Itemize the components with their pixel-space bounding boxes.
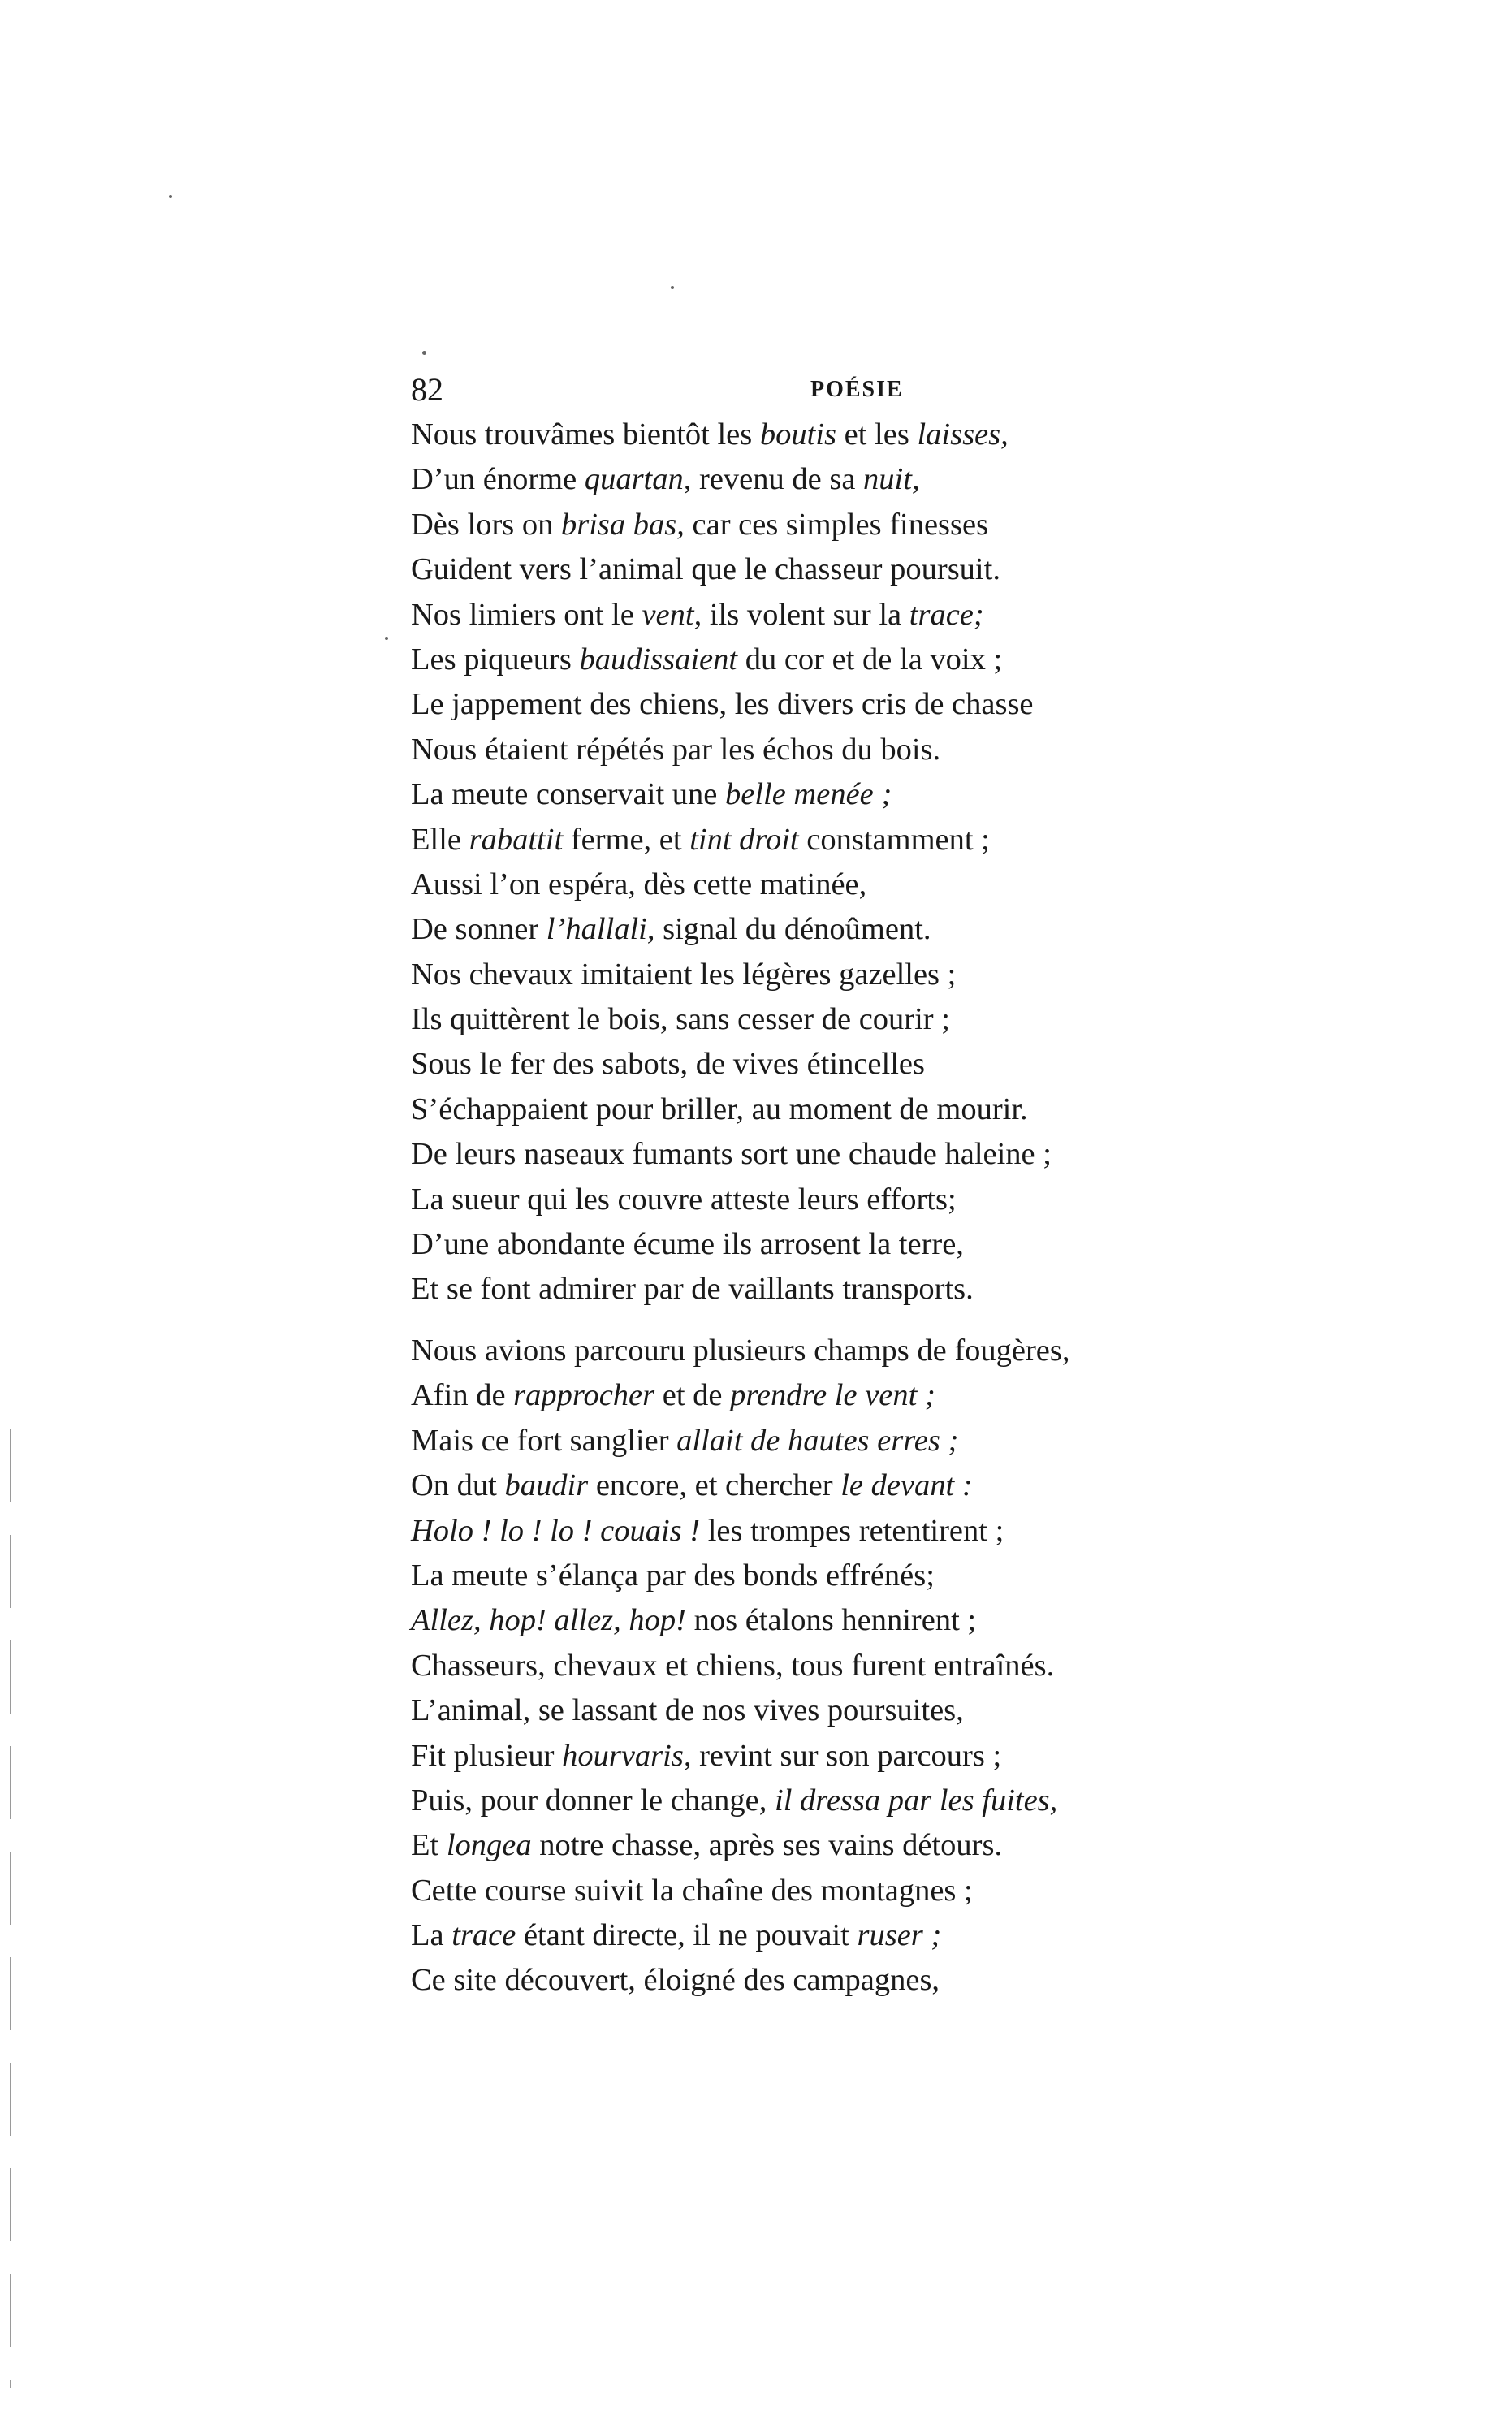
poem-line bbox=[411, 1509, 1239, 1554]
line-text: L’animal, se lassant de nos vives poursuites, bbox=[411, 1693, 964, 1728]
poem-line bbox=[411, 1823, 1239, 1868]
italic-term: il dressa par les fuites, bbox=[775, 1783, 1058, 1818]
poem-line bbox=[411, 593, 1239, 638]
italic-term: rabattit bbox=[469, 822, 564, 857]
poem-line bbox=[411, 1734, 1239, 1779]
line-text: Cette course suivit la chaîne des montagnes ; bbox=[411, 1873, 973, 1908]
italic-term: le devant : bbox=[840, 1468, 973, 1503]
italic-term: baudissaient bbox=[579, 642, 738, 676]
running-title: POÉSIE bbox=[810, 377, 904, 402]
poem-line bbox=[411, 1463, 1239, 1508]
line-text: La bbox=[411, 1918, 452, 1953]
poem-line bbox=[411, 1087, 1239, 1132]
line-text: Dès lors on bbox=[411, 507, 561, 542]
line-text: La sueur qui les couvre atteste leurs efforts; bbox=[411, 1182, 957, 1217]
italic-term: hourvaris, bbox=[562, 1738, 692, 1773]
poem-line bbox=[411, 1267, 1239, 1312]
italic-term: l’hallali, bbox=[546, 912, 655, 947]
ink-speck bbox=[385, 637, 388, 640]
line-text: revint sur son parcours ; bbox=[691, 1738, 1002, 1773]
ink-speck bbox=[422, 351, 426, 355]
poem-line bbox=[411, 907, 1239, 952]
line-text: La meute conservait une bbox=[411, 777, 725, 812]
line-text: Le jappement des chiens, les divers cris de chasse bbox=[411, 687, 1034, 722]
line-text: et de bbox=[654, 1378, 731, 1413]
line-text: D’une abondante écume ils arrosent la terre, bbox=[411, 1227, 964, 1262]
line-text: Sous le fer des sabots, de vives étincelles bbox=[411, 1047, 925, 1082]
line-text: D’un énorme bbox=[411, 462, 585, 497]
line-text: Nous trouvâmes bientôt les bbox=[411, 417, 760, 452]
poem-line bbox=[411, 772, 1239, 817]
italic-term: Allez, hop! allez, hop! bbox=[411, 1603, 686, 1638]
line-text: étant directe, il ne pouvait bbox=[516, 1918, 858, 1953]
poem-line bbox=[411, 457, 1239, 502]
page-header bbox=[411, 364, 1174, 416]
line-text: De leurs naseaux fumants sort une chaude haleine ; bbox=[411, 1137, 1052, 1172]
stanza-1 bbox=[411, 413, 1239, 1312]
line-text: Et bbox=[411, 1828, 447, 1863]
line-text: revenu de sa bbox=[691, 462, 864, 497]
line-text: du cor et de la voix ; bbox=[737, 642, 1003, 676]
line-text: Nous étaient répétés par les échos du bois. bbox=[411, 732, 941, 767]
line-text: S’échappaient pour briller, au moment de mourir. bbox=[411, 1091, 1028, 1126]
poem-line bbox=[411, 1373, 1239, 1418]
line-text: Les piqueurs bbox=[411, 642, 580, 676]
line-text: Elle bbox=[411, 822, 469, 857]
line-text: encore, et chercher bbox=[588, 1468, 841, 1503]
poem-line bbox=[411, 1419, 1239, 1463]
italic-term: boutis bbox=[759, 417, 836, 452]
line-text: Ils quittèrent le bois, sans cesser de courir ; bbox=[411, 1002, 950, 1037]
poem-line bbox=[411, 1644, 1239, 1688]
poem-line bbox=[411, 1869, 1239, 1913]
poem-line bbox=[411, 1958, 1239, 2003]
italic-term: quartan, bbox=[584, 462, 692, 497]
line-text: Afin de bbox=[411, 1378, 514, 1413]
line-text: Fit plusieur bbox=[411, 1738, 563, 1773]
italic-term: baudir bbox=[504, 1468, 589, 1503]
line-text: Et se font admirer par de vaillants transports. bbox=[411, 1272, 974, 1307]
line-text: Nos chevaux imitaient les légères gazelles ; bbox=[411, 957, 957, 992]
page-number: 82 bbox=[411, 371, 443, 408]
poem-line bbox=[411, 1688, 1239, 1733]
line-text: ils volent sur la bbox=[702, 597, 909, 632]
line-text: car ces simples finesses bbox=[684, 507, 989, 542]
poem-line bbox=[411, 682, 1239, 727]
ink-speck bbox=[671, 286, 674, 289]
line-text: les trompes retentirent ; bbox=[700, 1513, 1004, 1548]
line-text: et les bbox=[836, 417, 918, 452]
italic-term: allait de hautes erres ; bbox=[676, 1423, 959, 1458]
italic-term: prendre le vent ; bbox=[730, 1378, 935, 1413]
poem-line bbox=[411, 953, 1239, 997]
poem-line bbox=[411, 1132, 1239, 1177]
ink-speck bbox=[169, 195, 172, 198]
line-text: constamment ; bbox=[798, 822, 990, 857]
italic-term: trace bbox=[451, 1918, 516, 1953]
poem-line bbox=[411, 862, 1239, 907]
line-text: Puis, pour donner le change, bbox=[411, 1783, 775, 1818]
poem-line bbox=[411, 1178, 1239, 1222]
italic-term: ruser ; bbox=[857, 1918, 942, 1953]
italic-term: laisses, bbox=[917, 417, 1009, 452]
italic-term: Holo ! lo ! lo ! couais ! bbox=[411, 1513, 701, 1548]
italic-term: brisa bas, bbox=[561, 507, 685, 542]
italic-term: longea bbox=[446, 1828, 532, 1863]
line-text: Mais ce fort sanglier bbox=[411, 1423, 677, 1458]
line-text: Nos limiers ont le bbox=[411, 597, 642, 632]
poem-line bbox=[411, 638, 1239, 682]
line-text: Guident vers l’animal que le chasseur poursuit. bbox=[411, 552, 1000, 587]
italic-term: trace; bbox=[909, 597, 984, 632]
italic-term: tint droit bbox=[689, 822, 799, 857]
poem-line bbox=[411, 1329, 1239, 1373]
poem-line bbox=[411, 818, 1239, 862]
poem-line bbox=[411, 413, 1239, 457]
line-text: Aussi l’on espéra, dès cette matinée, bbox=[411, 867, 867, 901]
poem-line bbox=[411, 1779, 1239, 1823]
stanza-2 bbox=[411, 1329, 1239, 2004]
line-text: Ce site découvert, éloigné des campagnes, bbox=[411, 1963, 940, 1998]
italic-term: rapprocher bbox=[513, 1378, 655, 1413]
poem-line bbox=[411, 1042, 1239, 1087]
line-text: La meute s’élança par des bonds effrénés; bbox=[411, 1558, 935, 1593]
poem-line bbox=[411, 728, 1239, 772]
poem-line bbox=[411, 503, 1239, 547]
line-text: nos étalons hennirent ; bbox=[685, 1603, 977, 1638]
line-text: On dut bbox=[411, 1468, 505, 1503]
line-text: signal du dénoûment. bbox=[654, 912, 931, 947]
poem-line bbox=[411, 1222, 1239, 1267]
italic-term: vent, bbox=[642, 597, 702, 632]
poem-line bbox=[411, 547, 1239, 592]
line-text: Nous avions parcouru plusieurs champs de fougères, bbox=[411, 1334, 1070, 1368]
poem-line bbox=[411, 1554, 1239, 1598]
line-text: De sonner bbox=[411, 912, 546, 947]
italic-term: belle menée ; bbox=[724, 777, 892, 812]
margin-binding-mark bbox=[10, 1429, 11, 2388]
poem-line bbox=[411, 1913, 1239, 1958]
line-text: notre chasse, après ses vains détours. bbox=[531, 1828, 1003, 1863]
italic-term: nuit, bbox=[863, 462, 920, 497]
poem-line bbox=[411, 997, 1239, 1042]
poem-line bbox=[411, 1598, 1239, 1643]
line-text: Chasseurs, chevaux et chiens, tous furent entraînés. bbox=[411, 1648, 1055, 1683]
line-text: ferme, et bbox=[563, 822, 690, 857]
